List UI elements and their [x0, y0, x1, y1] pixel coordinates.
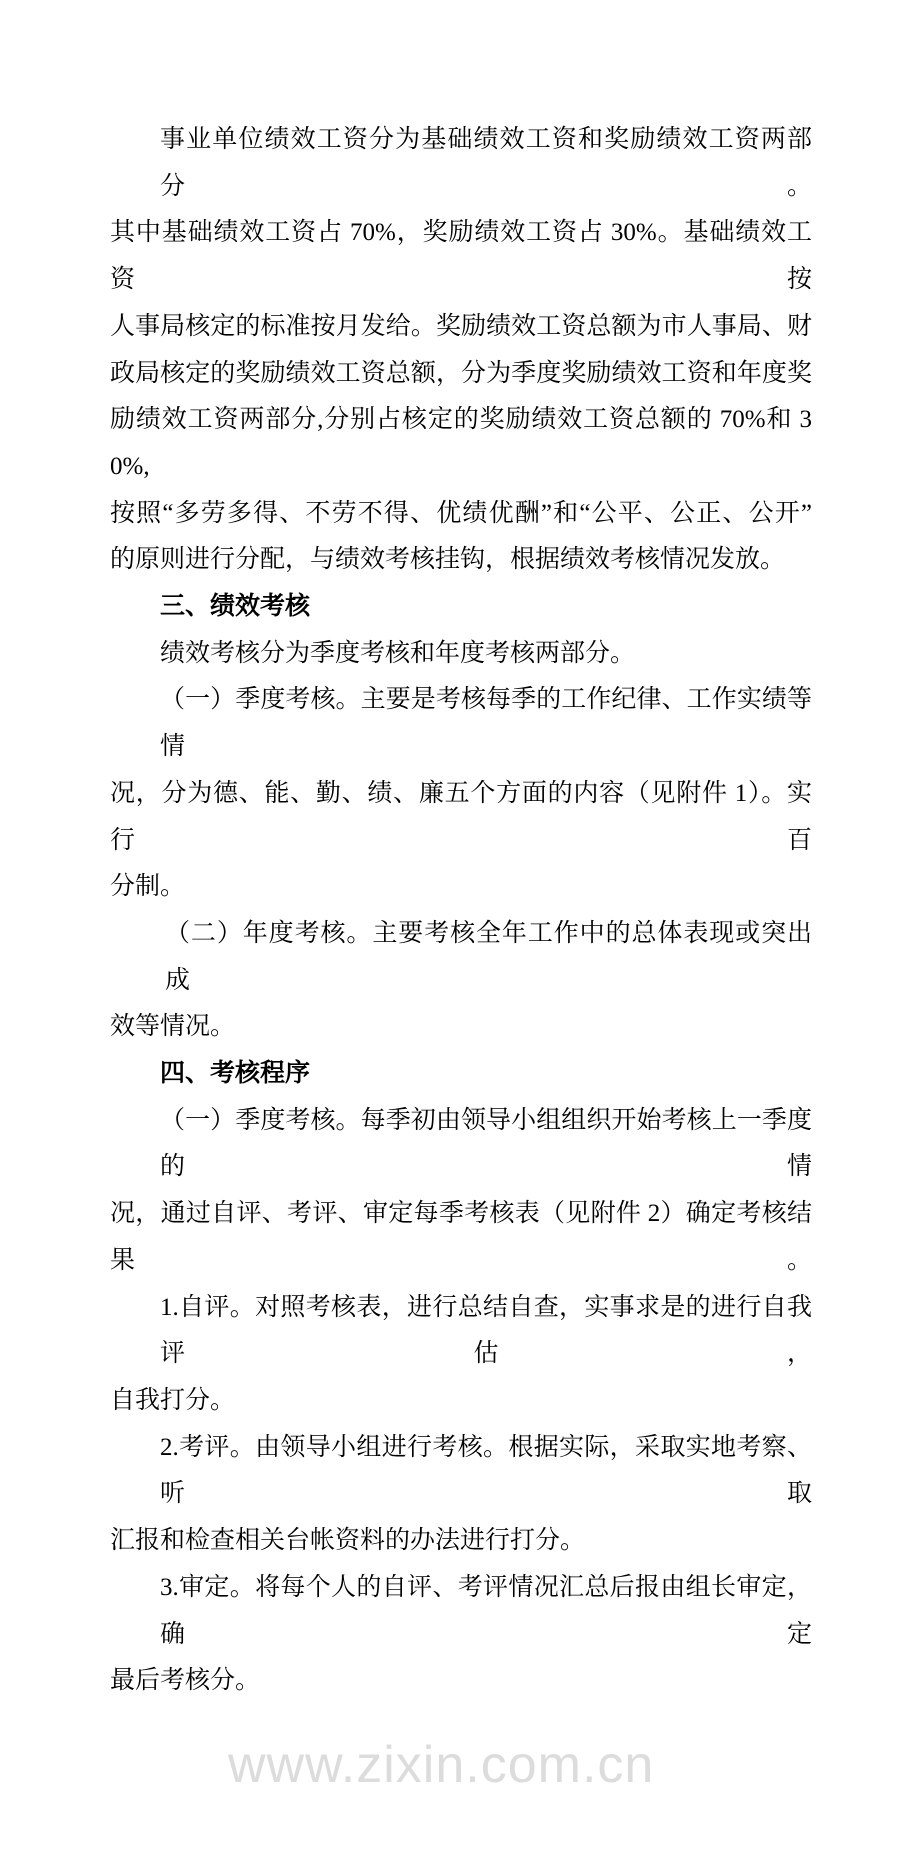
- paragraph-line: 自我打分。: [110, 1386, 236, 1414]
- section-heading: 四、考核程序: [160, 1060, 311, 1088]
- paragraph-line: 1.自评。对照考核表，进行总结自查，实事求是的进行自我评估，: [160, 1293, 812, 1368]
- paragraph-line: 效等情况。: [110, 1013, 236, 1041]
- paragraph-line: 况，分为德、能、勤、绩、廉五个方面的内容（见附件 1）。实行百: [110, 779, 812, 854]
- section-heading: 三、绩效考核: [160, 593, 311, 621]
- paragraph-line: 人事局核定的标准按月发给。奖励绩效工资总额为市人事局、财: [110, 312, 812, 340]
- paragraph-line: 最后考核分。: [110, 1667, 261, 1695]
- paragraph-line: 况，通过自评、考评、审定每季考核表（见附件 2）确定考核结果。: [110, 1200, 812, 1274]
- paragraph-line: 2.考评。由领导小组进行考核。根据实际，采取实地考察、听取: [160, 1433, 812, 1508]
- paragraph-line: 3.审定。将每个人的自评、考评情况汇总后报由组长审定，确定: [160, 1573, 812, 1648]
- paragraph-line: 其中基础绩效工资占 70%，奖励绩效工资占 30%。基础绩效工资按: [110, 219, 812, 294]
- paragraph-line: （一）季度考核。每季初由领导小组组织开始考核上一季度的情: [160, 1106, 812, 1181]
- paragraph-line: 励绩效工资两部分,分别占核定的奖励绩效工资总额的 70%和 30%,: [110, 406, 812, 480]
- paragraph-line: 按照“多劳多得、不劳不得、优绩优酬”和“公平、公正、公开”: [110, 499, 812, 527]
- paragraph-line: 绩效考核分为季度考核和年度考核两部分。: [160, 639, 636, 667]
- paragraph-line: 汇报和检查相关台帐资料的办法进行打分。: [110, 1527, 586, 1555]
- paragraph-line: 政局核定的奖励绩效工资总额，分为季度奖励绩效工资和年度奖: [110, 359, 812, 387]
- watermark: www.zixin.com.cn: [228, 1735, 655, 1794]
- paragraph-line: （一）季度考核。主要是考核每季的工作纪律、工作实绩等情: [160, 686, 812, 761]
- paragraph-line: 分制。: [110, 873, 186, 901]
- paragraph-line: 的原则进行分配，与绩效考核挂钩，根据绩效考核情况发放。: [110, 546, 786, 574]
- paragraph-line: 事业单位绩效工资分为基础绩效工资和奖励绩效工资两部分。: [160, 126, 812, 200]
- paragraph-line: （二）年度考核。主要考核全年工作中的总体表现或突出成: [165, 919, 812, 994]
